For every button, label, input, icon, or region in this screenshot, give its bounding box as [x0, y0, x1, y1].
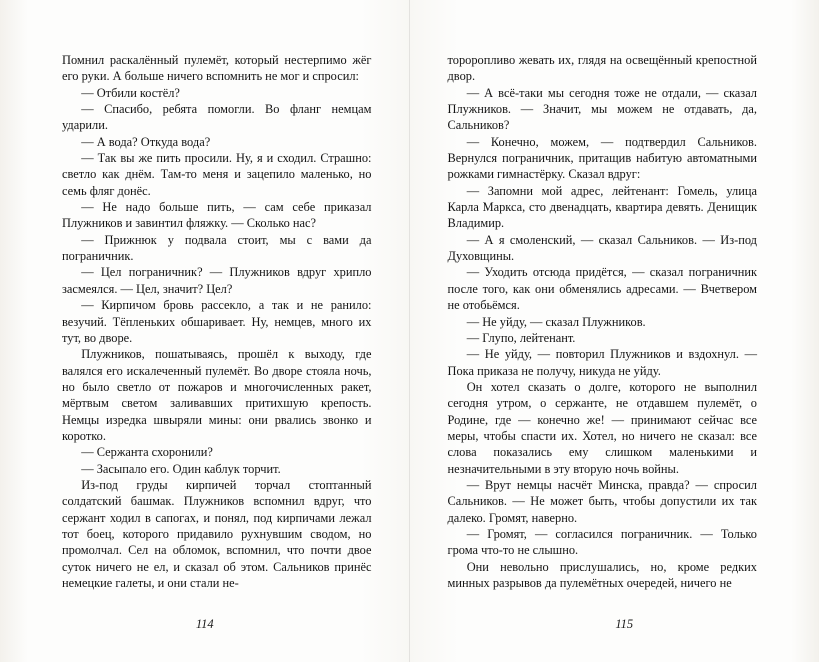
paragraph: — Засыпало его. Один каблук торчит. — [81, 461, 281, 476]
paragraph: — Кирпичом бровь рассекло, а так и не ранило: везучий. Тёпленьких обшаривает. Ну, немцев, много их тут, во дворе. — [62, 298, 372, 345]
paragraph: — Не уйду, — повторил Плужников и вздохнул. — Пока приказа не получу, никуда не уйду. — [447, 347, 757, 378]
paragraph: Плужников, пошатываясь, прошёл к выходу, где валялся его искалеченный пулемёт. Во дворе стояла ночь, но было светло от пожаров и многочисленных ракет, мёртвым светом заливавших притихшую крепость. Немцы изредка швыряли мины: они рвались звонко и коротко. — [62, 347, 372, 443]
paragraph: — Не уйду, — сказал Плужников. — [466, 314, 646, 329]
paragraph: — Так вы же пить просили. Ну, я и сходил. Страшно: светло как днём. Там-то меня и зацепило маленько, но семь фляг донёс. — [62, 151, 372, 198]
page-right-text — [448, 52, 758, 591]
paragraph: — Цел пограничник? — Плужников вдруг хрипло засмеялся. — Цел, значит? Цел? — [62, 265, 372, 296]
paragraph: — Не надо больше пить, — сам себе приказал Плужников и завинтил фляжку. — Сколько нас? — [62, 200, 372, 231]
paragraph: — Сержанта схоронили? — [81, 445, 213, 460]
page-left-text — [62, 52, 372, 591]
paragraph: — Глупо, лейтенант. — [466, 330, 576, 345]
page-number-left: 114 — [195, 617, 214, 631]
page-number-right: 115 — [615, 617, 634, 631]
paragraph: — А вода? Откуда вода? — [81, 134, 211, 149]
paragraph: — Уходить отсюда придётся, — сказал пограничник после того, как они обменялись адресами. — Вчетвером не отобьёмся. — [447, 265, 757, 313]
paragraph: — А я смоленский, — сказал Сальников. — Из-под Духовщины. — [447, 232, 757, 264]
paragraph: тороропливо жевать их, глядя на освещённый крепостной двор. — [447, 53, 757, 84]
paragraph: Он хотел сказать о долге, которого не выполнил сегодня утром, о сержанте, не отдавшем пулемёт, о Родине, где — конечно же! — принимают сейчас все меры, чтобы спасти их. Хотел, но ничего не сказал: все слова показались ему слишком маленькими и незначительными в эту вторую ночь войны. — [447, 379, 757, 476]
paragraph: Из-под груды кирпичей торчал стоптанный солдатский башмак. Плужников вспомнил вдруг, что сержант ходил в сапогах, и понял, под кирпичами лежал тот боец, которого придавило рухнувшим сводом, но промолчал. Сел на обломок, вспомнил, что почти двое суток ничего не ел, и сказал об этом. Сальников принёс немецкие галеты, и они стали не- — [62, 477, 372, 590]
paragraph: — Врут немцы насчёт Минска, правда? — спросил Сальников. — Не может быть, чтобы допустили их так далеко. Громят, наверно. — [447, 477, 757, 525]
page-right — [410, 0, 819, 662]
paragraph: — Спасибо, ребята помогли. Во фланг немцам ударили. — [62, 102, 372, 133]
paragraph: — Отбили костёл? — [81, 85, 180, 100]
paragraph: — Запомни мой адрес, лейтенант: Гомель, улица Карла Маркса, сто двенадцать, квартира девять. Денищик Владимир. — [447, 183, 757, 231]
paragraph: — А всё-таки мы сегодня тоже не отдали, — сказал Плужников. — Значит, мы можем не отдавать, да, Сальников? — [447, 85, 757, 133]
paragraph: Помнил раскалённый пулемёт, который нестерпимо жёг его руки. А больше ничего вспомнить не мог и спросил: — [62, 53, 372, 84]
paragraph: — Конечно, можем, — подтвердил Сальников. Вернулся пограничник, притащив набитую автоматными рожками гимнастёрку. Сказал вдруг: — [447, 134, 757, 182]
paragraph: — Прижнюк у подвала стоит, мы с вами да пограничник. — [62, 232, 372, 264]
paragraph: — Громят, — согласился пограничник. — Только грома что-то не слышно. — [447, 526, 757, 558]
paragraph: Они невольно прислушались, но, кроме редких минных разрывов да пулемётных очередей, ничего не — [447, 559, 757, 590]
